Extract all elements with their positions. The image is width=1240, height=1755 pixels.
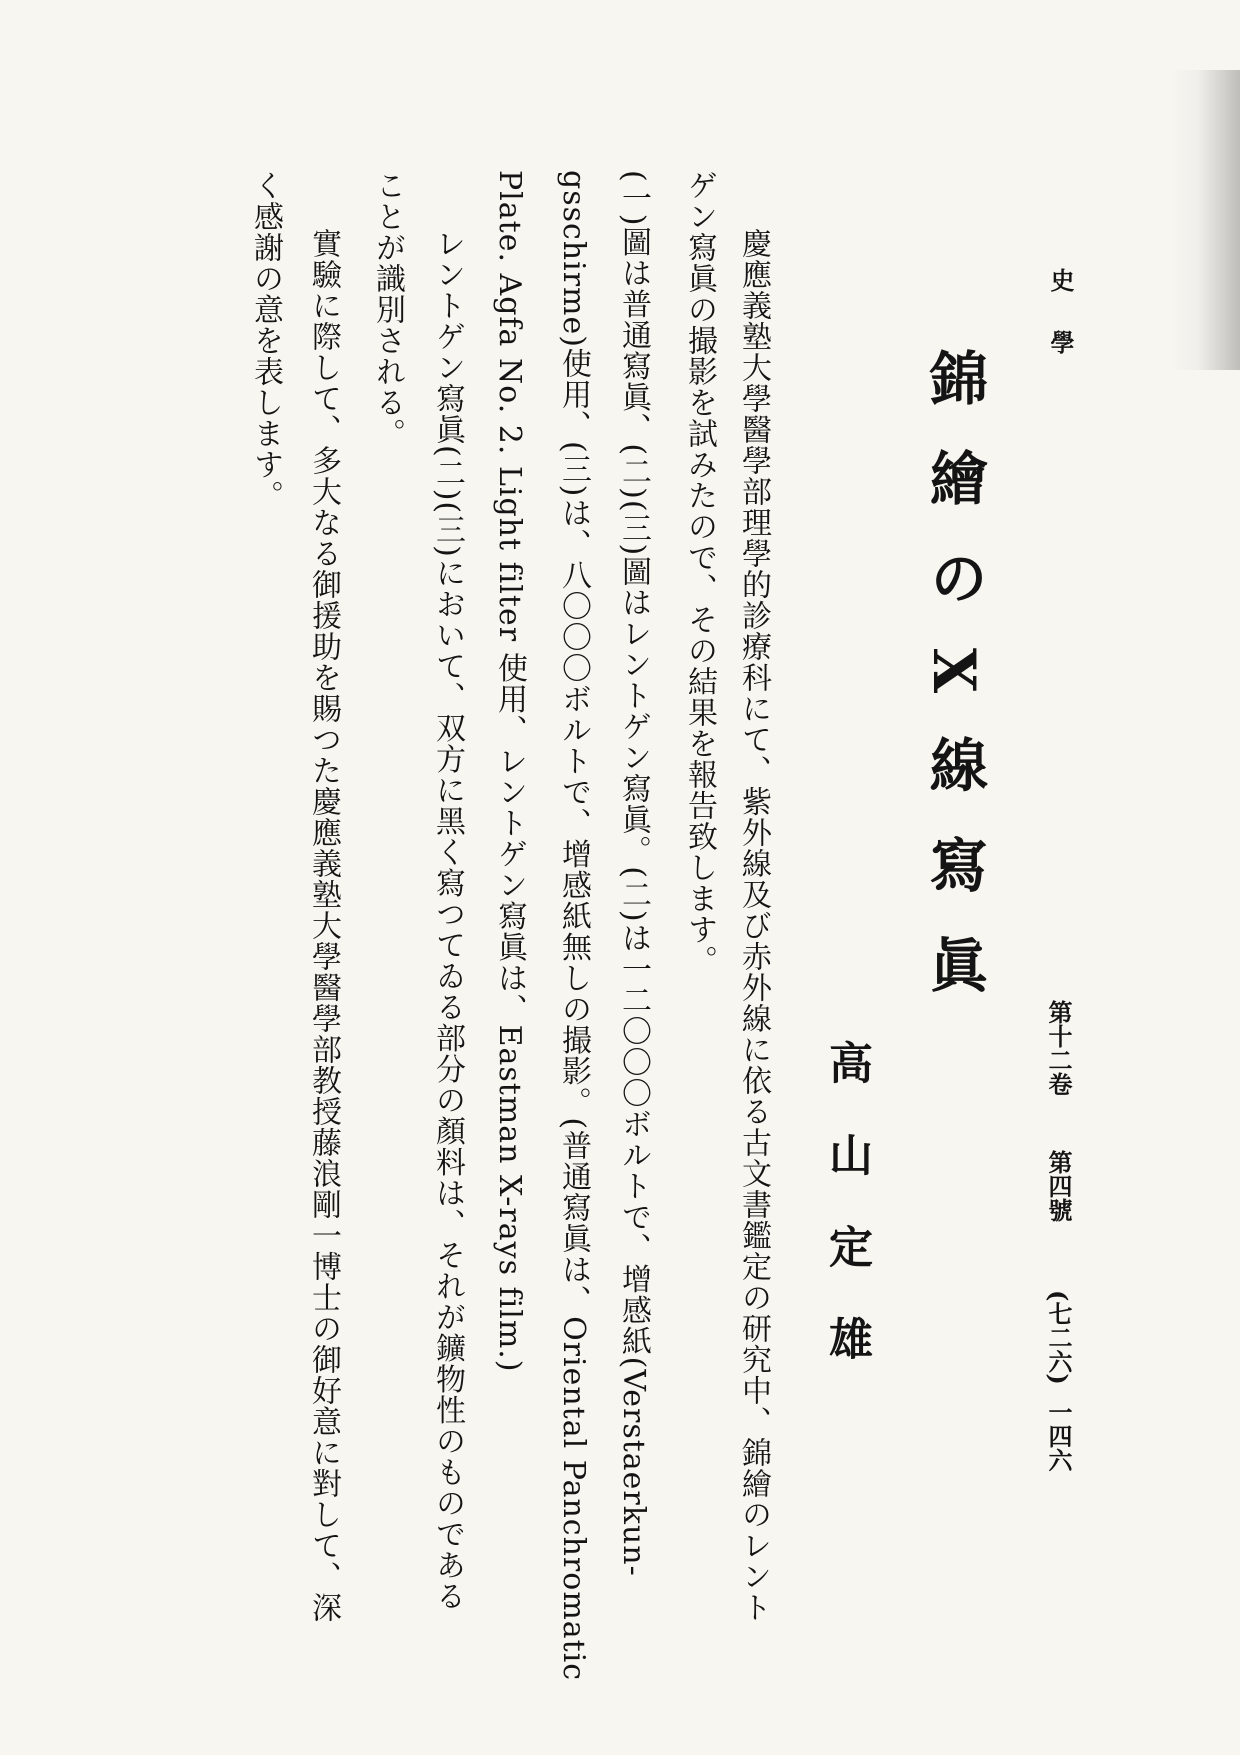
article-author: 高山定雄: [821, 1040, 872, 1408]
body-line: く感謝の意を表します。: [248, 170, 283, 511]
issue-number: 第四號: [1044, 1150, 1073, 1222]
body-line: 實驗に際して、多大なる御援助を賜つた慶應義塾大學醫學部教授藤浪剛一博士の御好意に對して、深: [306, 228, 341, 1623]
page-code: (七二六): [1044, 1290, 1073, 1385]
page-edge-shadow: [1170, 70, 1240, 370]
page-number: 一四六: [1044, 1400, 1073, 1472]
volume-number: 第十二卷: [1044, 1000, 1073, 1096]
article-title: 錦繪のX線寫眞: [920, 348, 988, 1036]
body-line: ゲン寫眞の撮影を試みたので、その結果を報告致します。: [682, 170, 717, 976]
journal-name: 史學: [1046, 268, 1075, 392]
body-line: Plate. Agfa No. 2. Light filter 使用、レントゲン寫眞は、Eastman X-rays film.): [492, 170, 527, 1373]
body-line: レントゲン寫眞(二)(三)において、双方に黑く寫つてゐる部分の顏料は、それが鑛物性のものである: [430, 228, 465, 1612]
body-line: ことが識別される。: [370, 170, 405, 449]
body-line: 慶應義塾大學醫學部理學的診療科にて、紫外線及び赤外線に依る古文書鑑定の研究中、錦繪のレント: [736, 228, 771, 1623]
body-line: (一)圖は普通寫眞、(二)(三)圖はレントゲン寫眞。(二)は一二〇〇〇ボルトで、增感紙(Verstaerkun-: [616, 170, 651, 1577]
body-line: gsschirme)使用、(三)は、八〇〇〇ボルトで、增感紙無しの撮影。(普通寫眞は、Oriental Panchromatic: [556, 170, 591, 1682]
